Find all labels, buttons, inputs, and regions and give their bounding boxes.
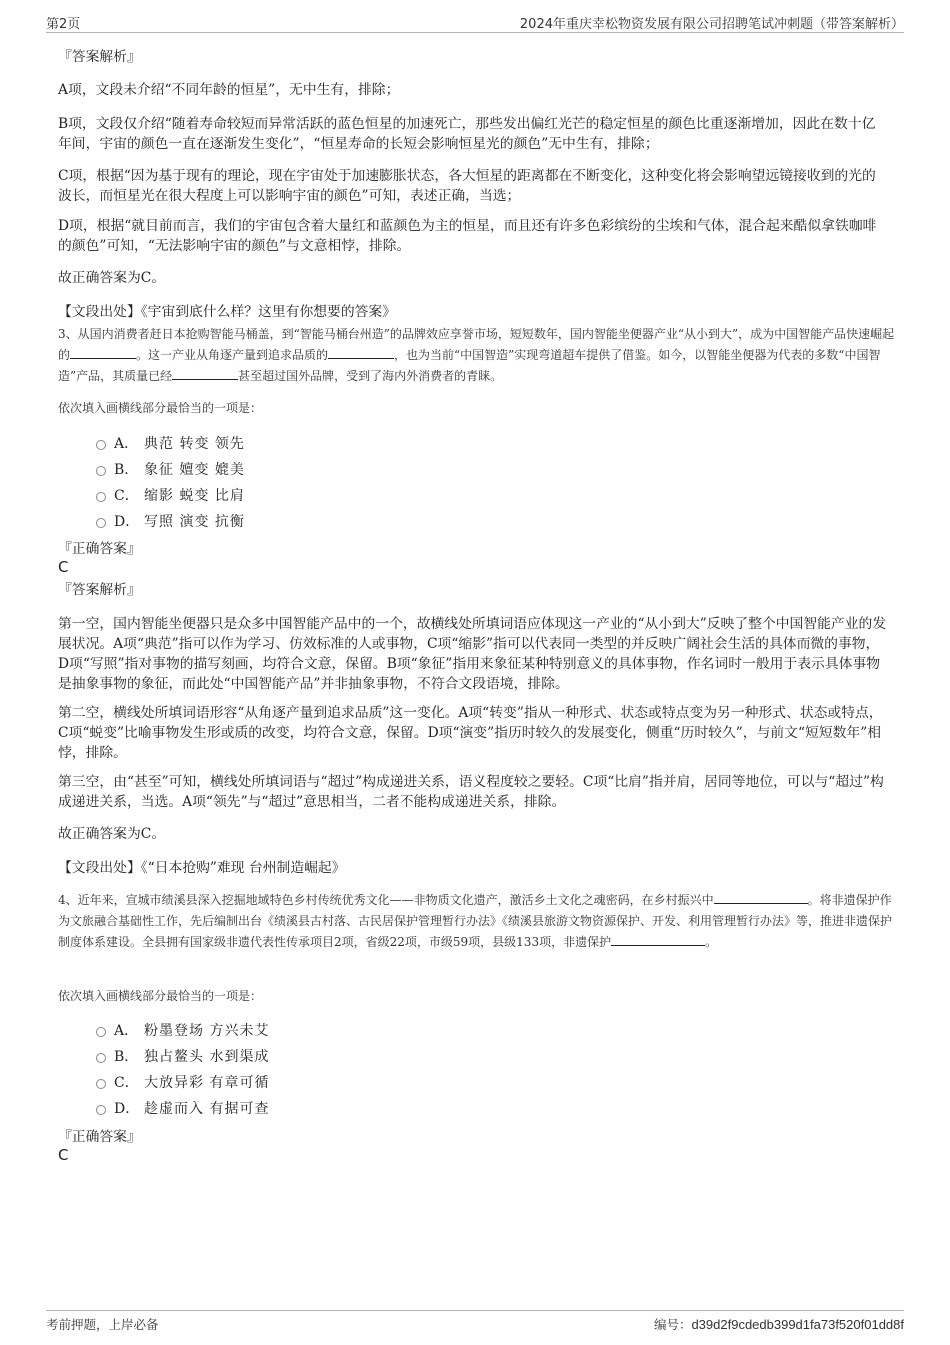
q4-options xyxy=(96,1017,496,1121)
q3-analysis-label: 『答案解析』 xyxy=(58,582,141,598)
q2-analysis-label: 『答案解析』 xyxy=(58,49,141,65)
q3-option-c[interactable]: C． 缩影 蜕变 比肩 xyxy=(96,482,496,508)
page-footer xyxy=(46,1310,904,1337)
q3-analysis-1: 第一空，国内智能坐便器只是众多中国智能产品中的一个，故横线处所填词语应体现这一产业的“从小到大”反映了整个中国智能产业的发展状况。A项“典范”指可以作为学习、仿效标准的人或事物，C项“缩影”指可以代表同一类型的并反映广阔社会生活的具体而微的事物，D项“写照”指对事物的描写刻画，均符合文意，保留。B项“象征”指用来象征某种特别意义的具体事物，作名词时一般用于表示具体事物是抽象事物的象征，而此处“中国智能产品”并非抽象事物，不符合文段语境，排除。 xyxy=(58,616,887,692)
radio-icon[interactable] xyxy=(96,1105,106,1115)
q3-correct-answer: C xyxy=(58,558,69,576)
q2-analysis-c: C项，根据“因为基于现有的理论，现在宇宙处于加速膨胀状态，各大恒星的距离都在不断变化，这种变化将会影响望远镜接收到的光的波长，而恒星光在很大程度上可以影响宇宙的颜色”可知，表述正确，当选； xyxy=(58,168,876,204)
footer-code: 编号：d39d2f9cdedb399d1fa73f520f01dd8f xyxy=(653,1317,904,1332)
blank-1 xyxy=(714,892,808,904)
radio-icon[interactable] xyxy=(96,1027,106,1037)
q4-correct-answer: C xyxy=(58,1146,69,1164)
q2-analysis-a: A项，文段未介绍“不同年龄的恒星”，无中生有，排除； xyxy=(58,82,400,98)
q4-correct-label: 『正确答案』 xyxy=(58,1129,141,1145)
q4-prompt: 依次填入画横线部分最恰当的一项是： xyxy=(58,989,263,1003)
radio-icon[interactable] xyxy=(96,1053,106,1063)
q3-stem: 3、从国内消费者赶日本抢购智能马桶盖，到“智能马桶台州造”的品牌效应享誉市场，短短数年，国内智能坐便器产业“从小到大”，成为中国智能产品快速崛起的 。这一产业从角逐产量到追求品质的 ，也为当前“中国智造”实现弯道超车提供了借鉴。如今，以智能坐便器为代表的多数“中国智造”产品，其质量已经 甚至超过国外品牌，受到了海内外消费者的青睐。 xyxy=(58,327,895,383)
q3-option-a[interactable]: A． 典范 转变 领先 xyxy=(96,430,496,456)
q3-option-d[interactable]: D． 写照 演变 抗衡 xyxy=(96,508,496,534)
document-title: 2024年重庆幸松物资发展有限公司招聘笔试冲刺题（带答案解析） xyxy=(519,17,904,32)
q2-analysis-b: B项，文段仅介绍“随着寿命较短而异常活跃的蓝色恒星的加速死亡，那些发出偏红光芒的稳定恒星的颜色比重逐渐增加，因此在数十亿年间，宇宙的颜色一直在逐渐发生变化”，“恒星寿命的长短会影响恒星光的颜色”无中生有，排除； xyxy=(58,116,876,152)
q4-option-b[interactable]: B． 独占鳌头 水到渠成 xyxy=(96,1043,496,1069)
radio-icon[interactable] xyxy=(96,466,106,476)
blank-2 xyxy=(328,347,394,359)
q4-option-d[interactable]: D． 趁虚而入 有据可查 xyxy=(96,1095,496,1121)
q4-option-c[interactable]: C． 大放异彩 有章可循 xyxy=(96,1069,496,1095)
q3-options xyxy=(96,430,496,534)
q3-correct-label: 『正确答案』 xyxy=(58,541,141,557)
footer-slogan: 考前押题，上岸必备 xyxy=(46,1317,159,1332)
q3-option-b[interactable]: B． 象征 嬗变 媲美 xyxy=(96,456,496,482)
radio-icon[interactable] xyxy=(96,1079,106,1089)
radio-icon[interactable] xyxy=(96,440,106,450)
q3-prompt: 依次填入画横线部分最恰当的一项是： xyxy=(58,401,263,415)
page-header xyxy=(46,10,904,33)
q2-conclusion: 故正确答案为C。 xyxy=(58,270,166,286)
q3-analysis-3: 第三空，由“甚至”可知，横线处所填词语与“超过”构成递进关系，语义程度较之要轻。C项“比肩”指并肩，居同等地位，可以与“超过”构成递进关系，当选。A项“领先”与“超过”意思相当，二者不能构成递进关系，排除。 xyxy=(58,774,884,810)
q3-source: 【文段出处】《“日本抢购”难现 台州制造崛起》 xyxy=(58,860,346,876)
q4-stem: 4、近年来，宣城市绩溪县深入挖掘地域特色乡村传统优秀文化——非物质文化遗产，激活乡土文化之魂密码，在乡村振兴中 。将非遗保护作为文旅融合基础性工作，先后编制出台《绩溪县古村落、古民居保护管理暂行办法》《绩溪县旅游文物资源保护、开发、利用管理暂行办法》等，推进非遗保护制度体系建设。全县拥有国家级非遗代表性传承项目2项，省级22项，市级59项，县级133项，非遗保护 。 xyxy=(58,893,893,949)
q2-analysis-d: D项，根据“就目前而言，我们的宇宙包含着大量红和蓝颜色为主的恒星，而且还有许多色彩缤纷的尘埃和气体，混合起来酷似拿铁咖啡的颜色”可知，“无法影响宇宙的颜色”与文意相悖，排除。 xyxy=(58,218,877,254)
q3-analysis-2: 第二空，横线处所填词语形容“从角逐产量到追求品质”这一变化。A项“转变”指从一种形式、状态或特点变为另一种形式、状态或特点，C项“蜕变”比喻事物发生形或质的改变，均符合文意，保留。D项“演变”指历时较久的发展变化，侧重“历时较久”，与前文“短短数年”相悖，排除。 xyxy=(58,705,883,761)
radio-icon[interactable] xyxy=(96,492,106,502)
q3-conclusion: 故正确答案为C。 xyxy=(58,826,166,842)
blank-2 xyxy=(611,934,705,946)
q2-source: 【文段出处】《宇宙到底什么样？这里有你想要的答案》 xyxy=(58,304,397,320)
blank-3 xyxy=(172,368,238,380)
page-number: 第2页 xyxy=(46,17,81,32)
radio-icon[interactable] xyxy=(96,518,106,528)
blank-1 xyxy=(70,347,136,359)
q4-option-a[interactable]: A． 粉墨登场 方兴未艾 xyxy=(96,1017,496,1043)
